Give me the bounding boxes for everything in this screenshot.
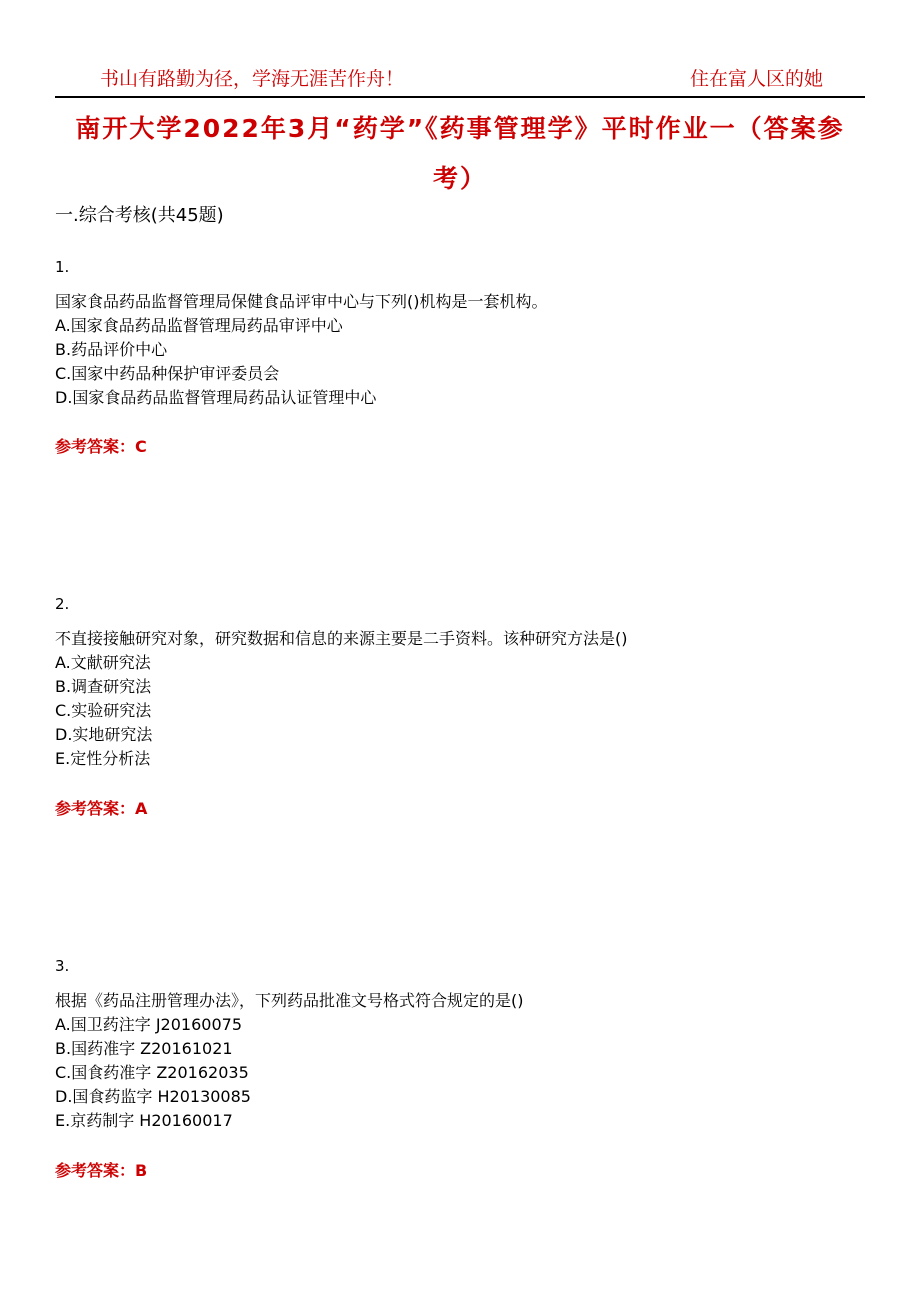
question-option: C.国食药准字 Z20162035 [55, 1063, 249, 1082]
question-option: E.定性分析法 [55, 749, 151, 768]
question-option: B.国药准字 Z20161021 [55, 1039, 233, 1058]
question-option: C.国家中药品种保护审评委员会 [55, 364, 280, 383]
question-option: E.京药制字 H20160017 [55, 1111, 233, 1130]
question-option: B.调查研究法 [55, 677, 152, 696]
question-option: D.国家食品药品监督管理局药品认证管理中心 [55, 388, 377, 407]
question-option: A.国家食品药品监督管理局药品审评中心 [55, 316, 343, 335]
answer-label: 参考答案： [55, 437, 136, 456]
document-title: 南开大学2022年3月“药学”《药事管理学》平时作业一（答案参考） [75, 114, 845, 193]
header-motto: 书山有路勤为径，学海无涯苦作舟！ [100, 68, 405, 90]
question-stem: 不直接接触研究对象，研究数据和信息的来源主要是二手资料。该种研究方法是() [55, 629, 628, 648]
question-stem: 国家食品药品监督管理局保健食品评审中心与下列()机构是一套机构。 [55, 292, 548, 311]
question-option: B.药品评价中心 [55, 340, 168, 359]
section-heading: 一.综合考核(共45题) [55, 205, 224, 226]
answer-line [55, 1160, 147, 1182]
answer-label: 参考答案： [55, 1161, 136, 1180]
question-stem: 根据《药品注册管理办法》，下列药品批准文号格式符合规定的是() [55, 991, 524, 1010]
question-number: 2. [55, 595, 70, 613]
question-option: C.实验研究法 [55, 701, 152, 720]
question-number: 3. [55, 957, 70, 975]
header-author: 住在富人区的她 [689, 68, 823, 90]
answer-value: A [135, 799, 148, 818]
question-number: 1. [55, 258, 70, 276]
answer-line [55, 436, 147, 458]
answer-line [55, 798, 147, 820]
question-option: D.国食药监字 H20130085 [55, 1087, 251, 1106]
page-header [55, 66, 865, 98]
answer-label: 参考答案： [55, 799, 136, 818]
answer-value: C [135, 437, 147, 456]
question-option: D.实地研究法 [55, 725, 153, 744]
question-option: A.文献研究法 [55, 653, 151, 672]
question-option: A.国卫药注字 J20160075 [55, 1015, 242, 1034]
answer-value: B [135, 1161, 148, 1180]
